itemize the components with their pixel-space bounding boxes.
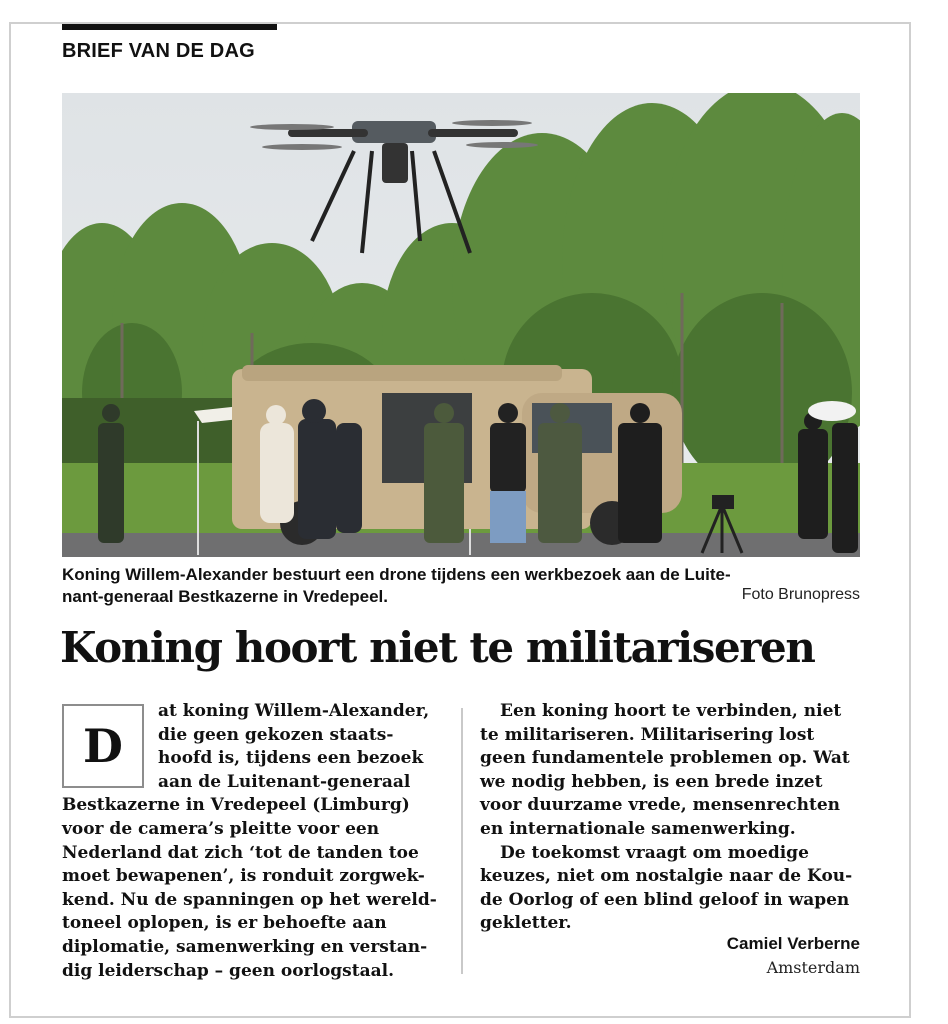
body-line: gekletter. (480, 913, 572, 934)
body-line: de Oorlog of een blind geloof in wapen (480, 889, 850, 910)
body-line: geen fundamentele problemen op. Wat (480, 748, 850, 769)
author-city: Amsterdam (766, 958, 860, 977)
body-line: te militariseren. Militarisering lost (480, 724, 815, 745)
body-line: at koning Willem-Alexander, (158, 701, 430, 721)
caption-line: Koning Willem-Alexander bestuurt een drone tijdens een werkbezoek aan de Luite- (62, 565, 731, 584)
body-line: we nodig hebben, is een brede inzet (480, 771, 823, 792)
section-rule (62, 24, 277, 30)
body-line: keuzes, niet om nostalgie naar de Kou- (480, 866, 853, 887)
author-name: Camiel Verberne (726, 934, 860, 953)
body-line: moet bewapenen’, is ronduit zorgwek- (62, 866, 425, 887)
section-label: BRIEF VAN DE DAG (62, 40, 255, 62)
body-column-right (480, 700, 860, 936)
column-divider (461, 708, 463, 974)
drone-photo (62, 93, 860, 557)
body-line: Een koning hoort te verbinden, niet (500, 701, 842, 721)
body-line: Bestkazerne in Vredepeel (Limburg) (62, 795, 410, 816)
body-line: aan de Luitenant-generaal (158, 771, 411, 792)
photo-credit: Foto Brunopress (741, 586, 860, 603)
body-line: voor de camera’s pleitte voor een (62, 818, 380, 839)
body-line: die geen gekozen staats- (158, 724, 394, 745)
body-line: kend. Nu de spanningen op het wereld- (62, 889, 437, 910)
photo-caption (62, 564, 860, 608)
photo-illustration (62, 93, 860, 557)
headline: Koning hoort niet te militariseren (60, 623, 815, 672)
dropcap: D (62, 704, 144, 788)
body-column-left (62, 700, 462, 983)
body-line: hoofd is, tijdens een bezoek (158, 748, 424, 769)
body-line: en internationale samenwerking. (480, 818, 796, 839)
body-line: toneel oplopen, is er behoefte aan (62, 913, 387, 934)
body-line: voor duurzame vrede, mensenrechten (480, 795, 840, 816)
caption-line: nant-generaal Bestkazerne in Vredepeel. (62, 587, 388, 606)
body-line: dig leiderschap – geen oorlogstaal. (62, 960, 395, 981)
body-line: Nederland dat zich ‘tot de tanden toe (62, 842, 419, 863)
body-line: De toekomst vraagt om moedige (500, 842, 809, 863)
body-line: diplomatie, samenwerking en verstan- (62, 936, 428, 957)
